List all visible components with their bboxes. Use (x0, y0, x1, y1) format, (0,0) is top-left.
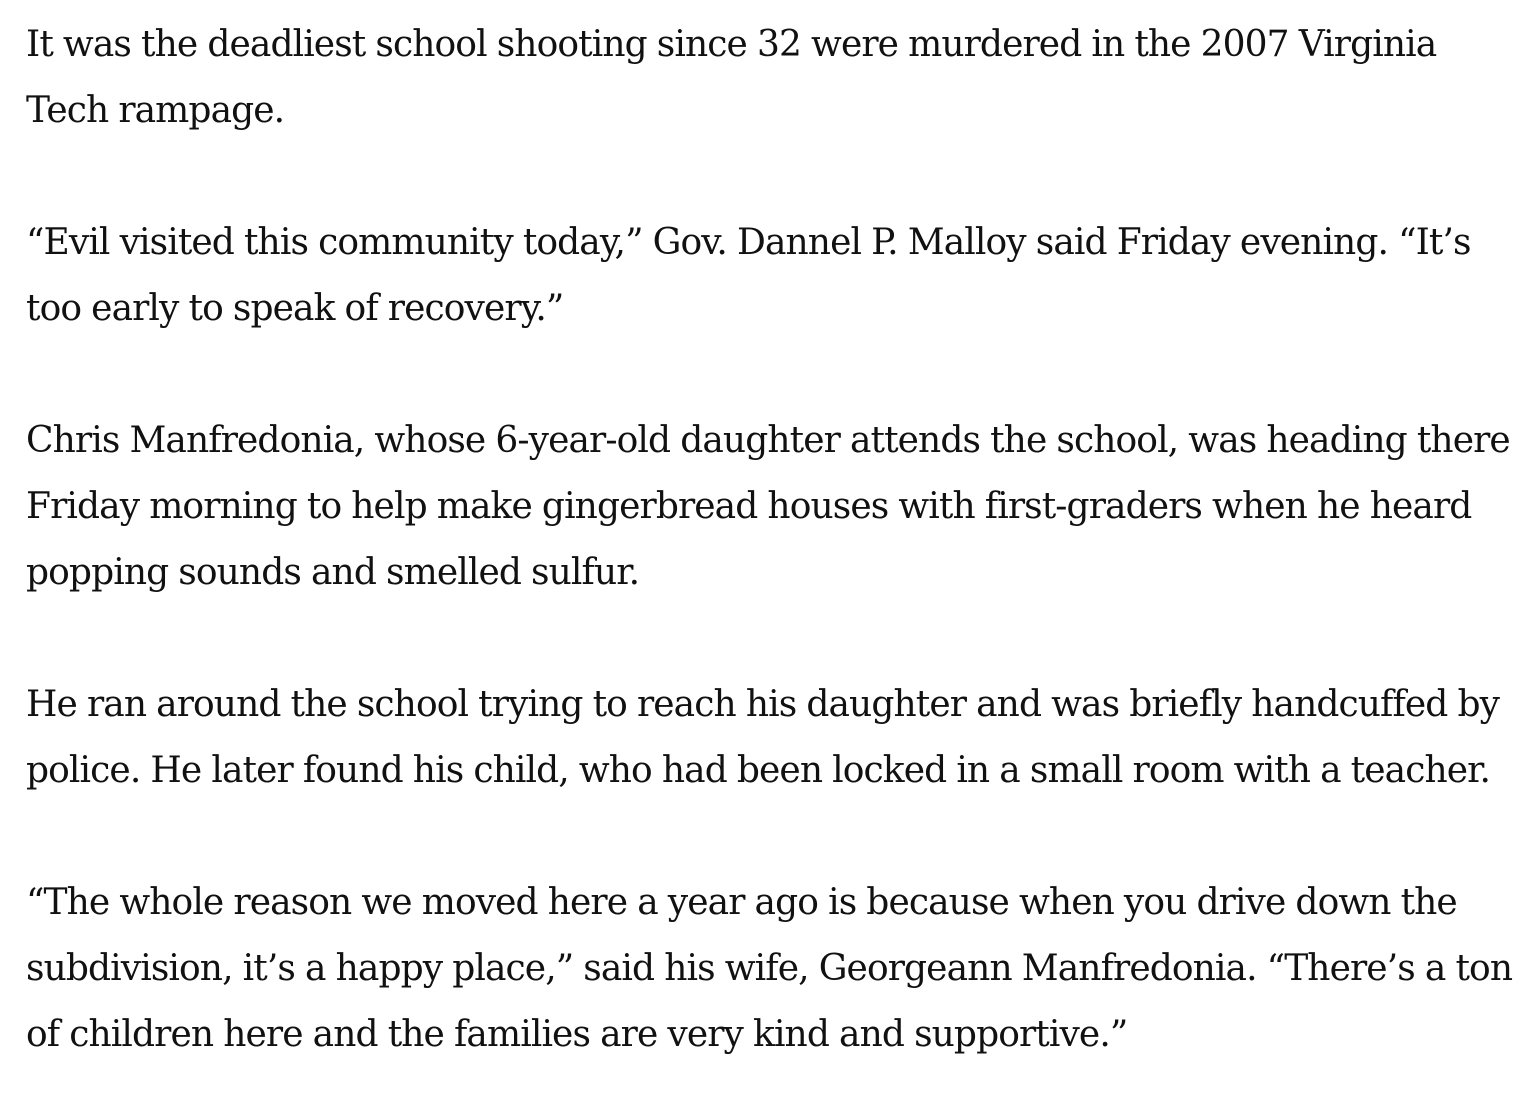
article-paragraph-1: It was the deadliest school shooting since 32 were murdered in the 2007 Virginia Tech rampage. (26, 24, 1437, 131)
article-paragraph-5: “The whole reason we moved here a year ago is because when you drive down the subdivision, it’s a happy place,” said his wife, Georgeann Manfredonia. “There’s a ton of children here and the families are very kind and supportive.” (26, 882, 1513, 1055)
article-paragraph-3: Chris Manfredonia, whose 6-year-old daughter attends the school, was heading there Friday morning to help make gingerbread houses with first-graders when he heard popping sounds and smelled sulfur. (26, 420, 1510, 593)
article-body (26, 12, 1526, 1068)
article-paragraph-4: He ran around the school trying to reach his daughter and was briefly handcuffed by police. He later found his child, who had been locked in a small room with a teacher. (26, 684, 1500, 791)
article-paragraph-2: “Evil visited this community today,” Gov. Dannel P. Malloy said Friday evening. “It’s too early to speak of recovery.” (26, 222, 1471, 329)
